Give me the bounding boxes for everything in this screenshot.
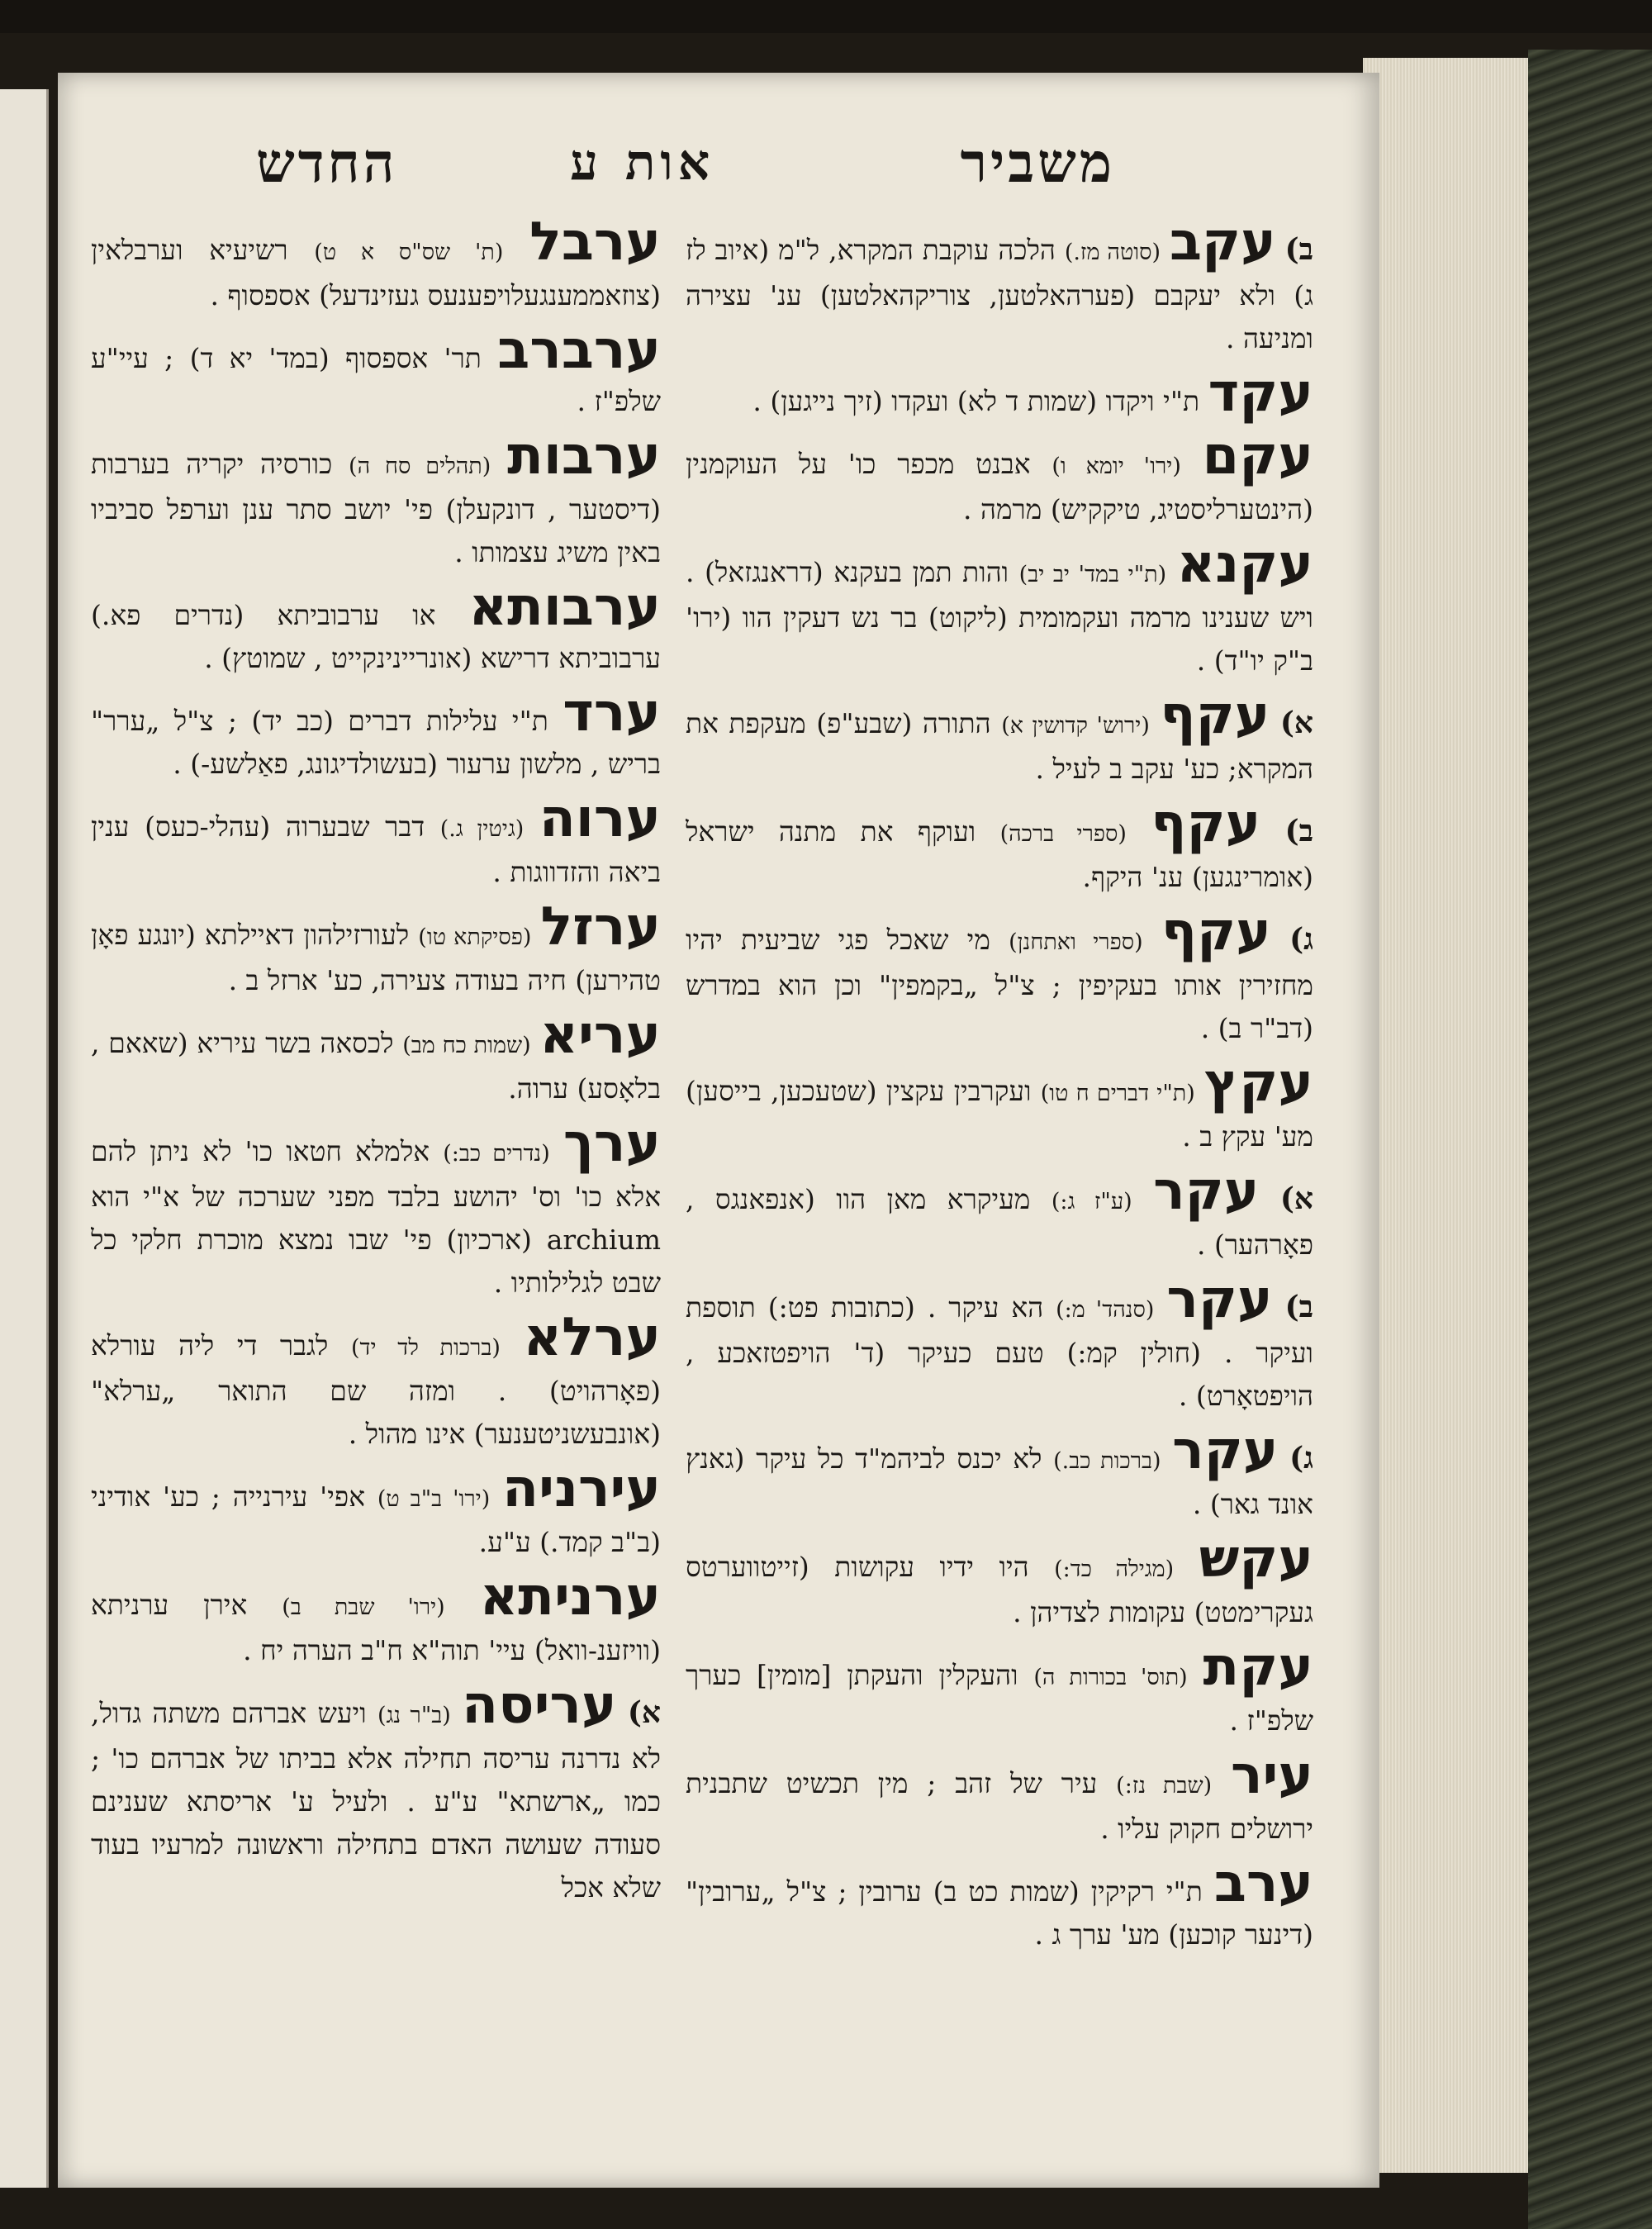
entry-headword: ערניתא xyxy=(479,1566,661,1628)
entry-reference: (ת"י במד' יב יב) xyxy=(1018,562,1167,587)
entry-reference: (סוטה מז.) xyxy=(1064,240,1161,265)
entry-reference: (מגילה כד:) xyxy=(1054,1556,1175,1582)
entry-number: ב) xyxy=(1284,1290,1313,1324)
right-column xyxy=(686,217,1313,2142)
entry-reference: (ירו' ב"ב ט) xyxy=(377,1486,491,1512)
entry-headword: עקף xyxy=(1161,901,1271,962)
entry-reference: (גיטין ג.) xyxy=(439,816,525,842)
book-binding xyxy=(1528,50,1652,2229)
entry-definition: אבנט מכפר כו' על העוקמנין (הינטערליסטיג, טיקקיש) מרמה . xyxy=(686,448,1313,525)
entry-headword: עיר xyxy=(1231,1745,1313,1806)
dictionary-entry xyxy=(686,685,1313,791)
entry-headword: עקר xyxy=(1166,1269,1273,1330)
entry-headword: עקם xyxy=(1202,425,1313,487)
entry-definition: ויעש אברהם משתה גדול, לא נדרנה עריסה תחילה אלא בביתו של אברהם כו' ; כמו „ארשתא" ע"ע . ולעיל ע' אריסתא שענינם סעודה שעושה האדם בתחילה וראשונה למרעיו בעוד שלא אכל xyxy=(91,1697,661,1903)
entry-definition: או ערבוביתא (נדרים פא.) ערבוביתא דרישא (אונריינינקייט , שמוטץ) . xyxy=(91,599,661,674)
entry-headword: עקש xyxy=(1199,1528,1313,1590)
entry-definition: לא יכנס לביהמ"ד כל עיקר (גאנץ אונד גאר) . xyxy=(686,1442,1313,1520)
dictionary-entry xyxy=(91,1307,661,1456)
entry-headword: עקב xyxy=(1169,217,1276,273)
entry-definition: לעורזילהון דאיילתא (יונגע פאָן טהירען) חיה בעודה צעירה, כע' ארזל ב . xyxy=(91,919,661,996)
entry-definition: רשיעיא וערבלאין (צוזאממענגעלויפענעס געזינדעל) אספסוף . xyxy=(91,234,661,311)
entry-definition: מי שאכל פגי שביעית יהיו מחזירין אותו בעקיפין ; צ"ל „בקמפין" וכן הוא במדרש (דב"ר ב) . xyxy=(686,924,1313,1044)
entry-headword: ערד xyxy=(563,682,661,744)
entry-headword: ערבותא xyxy=(468,577,661,638)
entry-definition: התורה (שבע"פ) מעקפת את המקרא; כע' עקב ב לעיל . xyxy=(686,707,1313,785)
previous-page-edge xyxy=(0,89,49,2188)
entry-definition: אפי' עירנייה ; כע' אודיני (ב"ב קמד.) ע"ע. xyxy=(91,1480,661,1558)
entry-definition: ת"י רקיקין (שמות כט ב) ערובין ; צ"ל „ערובין" (דינער קוכען) מע' ערך ג . xyxy=(686,1875,1313,1951)
entry-definition: אירן ערניתא (וויזענ-וואל) עיי' תוה"א ח"ב הערה יח . xyxy=(91,1589,661,1666)
entry-number: ג) xyxy=(1289,1441,1313,1476)
entry-reference: (נדרים כב:) xyxy=(443,1141,550,1167)
page-edges xyxy=(1363,58,1528,2173)
dictionary-entry xyxy=(91,577,661,680)
dictionary-entry xyxy=(91,425,661,574)
entry-number: ב) xyxy=(1284,814,1313,848)
entry-reference: (ע"ז ג:) xyxy=(1051,1189,1132,1214)
entry-number: ב) xyxy=(1284,232,1313,267)
entry-headword: ערזל xyxy=(540,896,661,958)
running-header xyxy=(58,131,1379,205)
entry-headword: עקת xyxy=(1203,1637,1313,1698)
dictionary-entry xyxy=(686,1745,1313,1851)
entry-headword: עקנא xyxy=(1176,534,1313,595)
dictionary-entry xyxy=(91,1113,661,1305)
entry-headword: עקף xyxy=(1160,685,1270,746)
entry-reference: (ספרי ברכה) xyxy=(999,821,1127,847)
dictionary-entry xyxy=(91,217,661,317)
entry-definition: אלמלא חטאו כו' לא ניתן להם אלא כו' וס' יהושע בלבד מפני שערכה של א"י הוא archium (ארכיון) פי' שבו נמצא מוכרת חלקי כל שבט לגלילותיו . xyxy=(91,1135,661,1299)
entry-reference: (ספרי ואתחנן) xyxy=(1009,929,1143,955)
entry-reference: (פסיקתא טו) xyxy=(418,924,532,950)
entry-reference: (תהלים סח ה) xyxy=(349,454,491,479)
entry-definition: הלכה עוקבת המקרא, ל"מ (איוב לז ג) ולא יעקבם (פערהאלטען, צוריקהאלטען) ענ' עצירה ומניעה . xyxy=(686,234,1313,354)
dictionary-entry xyxy=(686,901,1313,1050)
entry-headword: ערב xyxy=(1213,1853,1313,1914)
dictionary-entry xyxy=(686,1161,1313,1267)
entry-reference: (ירו' יומא ו) xyxy=(1051,454,1181,479)
dictionary-entry xyxy=(686,793,1313,899)
entry-headword: ערלא xyxy=(523,1307,661,1368)
entry-headword: עקר xyxy=(1172,1420,1279,1481)
header-subtitle: החדש xyxy=(256,131,398,195)
entry-reference: (שמות כח מב) xyxy=(402,1033,531,1058)
dictionary-entry xyxy=(91,682,661,786)
dictionary-entry xyxy=(686,1528,1313,1634)
book-page xyxy=(58,73,1379,2188)
entry-headword: עקד xyxy=(1208,363,1313,424)
entry-headword: עריא xyxy=(539,1005,661,1066)
dictionary-entry xyxy=(91,1005,661,1110)
entry-headword: עירניה xyxy=(502,1458,661,1519)
entry-reference: (ת' שס"ס א ט) xyxy=(314,240,504,265)
entry-reference: (ברכות לד יד) xyxy=(350,1335,501,1361)
entry-definition: כורסיה יקריה בערבות (דיסטער , דונקעלן) פי' יושב סתר ענן וערפל סביביו באין משיג עצמותו . xyxy=(91,448,661,568)
entry-headword: עקר xyxy=(1153,1161,1260,1222)
entry-reference: (ירו' שבת ב) xyxy=(282,1595,445,1620)
dictionary-entry xyxy=(91,1566,661,1672)
entry-number: א) xyxy=(1279,1181,1313,1216)
entry-reference: (ת"י דברים ח טו) xyxy=(1040,1081,1195,1106)
entry-definition: לגבר די ליה עורלא (פאָרהויט) . ומזה שם התואר „ערלא" (אונבעשניטענער) אינו מהול . xyxy=(91,1329,661,1450)
entry-headword: עריסה xyxy=(462,1675,617,1736)
entry-reference: (ברכות כב.) xyxy=(1053,1448,1161,1474)
entry-definition: לכסאה בשר עיריא (שאאם , בלאָסע) ערוה. xyxy=(91,1027,661,1105)
header-letter: אות ע xyxy=(570,134,715,192)
entry-definition: ועוקף את מתנה ישראל (אומרינגען) ענ' היקף. xyxy=(686,815,1313,893)
entry-definition: מעיקרא מאן הוו (אנפאנגס , פאָרהער) . xyxy=(686,1183,1313,1261)
entry-definition: ת"י עלילות דברים (כב יד) ; צ"ל „ערר" בריש , מלשון ערעור (בעשולדיגונג, פאַלשע-) . xyxy=(91,705,661,780)
dictionary-entry xyxy=(686,363,1313,424)
left-column xyxy=(91,217,661,2142)
dictionary-entry xyxy=(686,425,1313,531)
dictionary-entry xyxy=(91,1675,661,1909)
entry-definition: והות תמן בעקנא (דראנגזאל) . ויש שענינו מרמה ועקמומית (ליקוט) בר נש דעקין הוו (ירו' ב"ק יו"ד) . xyxy=(686,556,1313,677)
entry-headword: ערוה xyxy=(539,788,661,849)
entry-reference: (תוס' בכורות ה) xyxy=(1033,1665,1188,1690)
column-gutter xyxy=(661,221,662,2122)
entry-definition: דבר שבערוה (עהלי-כעס) ענין ביאה והזדווגות . xyxy=(91,810,661,888)
entry-number: א) xyxy=(1279,706,1313,740)
dictionary-entry xyxy=(686,1637,1313,1742)
dictionary-entry xyxy=(686,1853,1313,1956)
entry-definition: הא עיקר . (כתובות פט:) תוספת ועיקר . (חולין קמ:) טעם כעיקר (ד' הויפטזאכע , הויפטאָרט) . xyxy=(686,1291,1313,1412)
dictionary-entry xyxy=(91,788,661,894)
entry-definition: עיר של זהב ; מין תכשיט שתבנית ירושלים חקוק עליו . xyxy=(686,1767,1313,1845)
entry-definition: היו ידיו עקושות (זייטווערטס געקרימטט) עקומות לצדיהן . xyxy=(686,1551,1313,1628)
entry-reference: (סנהד' מ:) xyxy=(1056,1297,1155,1323)
dictionary-entry xyxy=(91,896,661,1002)
entry-reference: (ירוש' קדושין א) xyxy=(1001,713,1150,739)
entry-headword: ערבל xyxy=(529,217,661,273)
dictionary-entry xyxy=(686,217,1313,360)
entry-definition: והעקלין והעקתן [מומין] כערך שלפ"ז . xyxy=(686,1659,1313,1737)
dictionary-entry xyxy=(686,1420,1313,1526)
entry-definition: ועקרבין עקצין (שטעכען, בייסען) מע' עקץ ב . xyxy=(686,1075,1313,1153)
entry-headword: ערבות xyxy=(507,425,661,487)
entry-headword: עקץ xyxy=(1203,1053,1313,1114)
entry-reference: (שבת נז:) xyxy=(1116,1773,1213,1799)
entry-headword: עקף xyxy=(1151,793,1261,854)
dictionary-entry xyxy=(91,1458,661,1564)
entry-headword: ערברב xyxy=(497,320,661,381)
dictionary-entry xyxy=(91,320,661,423)
entry-number: ג) xyxy=(1289,922,1313,957)
header-title: משביר xyxy=(960,131,1115,195)
dictionary-entry xyxy=(686,1269,1313,1418)
entry-headword: ערך xyxy=(563,1113,661,1174)
entry-definition: תר' אספסוף (במד' יא ד) ; עיי"ע שלפ"ז . xyxy=(91,342,661,417)
entry-definition: ת"י ויקדו (שמות ד לא) ועקדו (זיך נייגען) . xyxy=(752,385,1200,417)
dictionary-entry xyxy=(686,534,1313,682)
entry-number: א) xyxy=(627,1695,661,1730)
dictionary-entry xyxy=(686,1053,1313,1158)
entry-reference: (ב"ר נג) xyxy=(377,1703,451,1728)
